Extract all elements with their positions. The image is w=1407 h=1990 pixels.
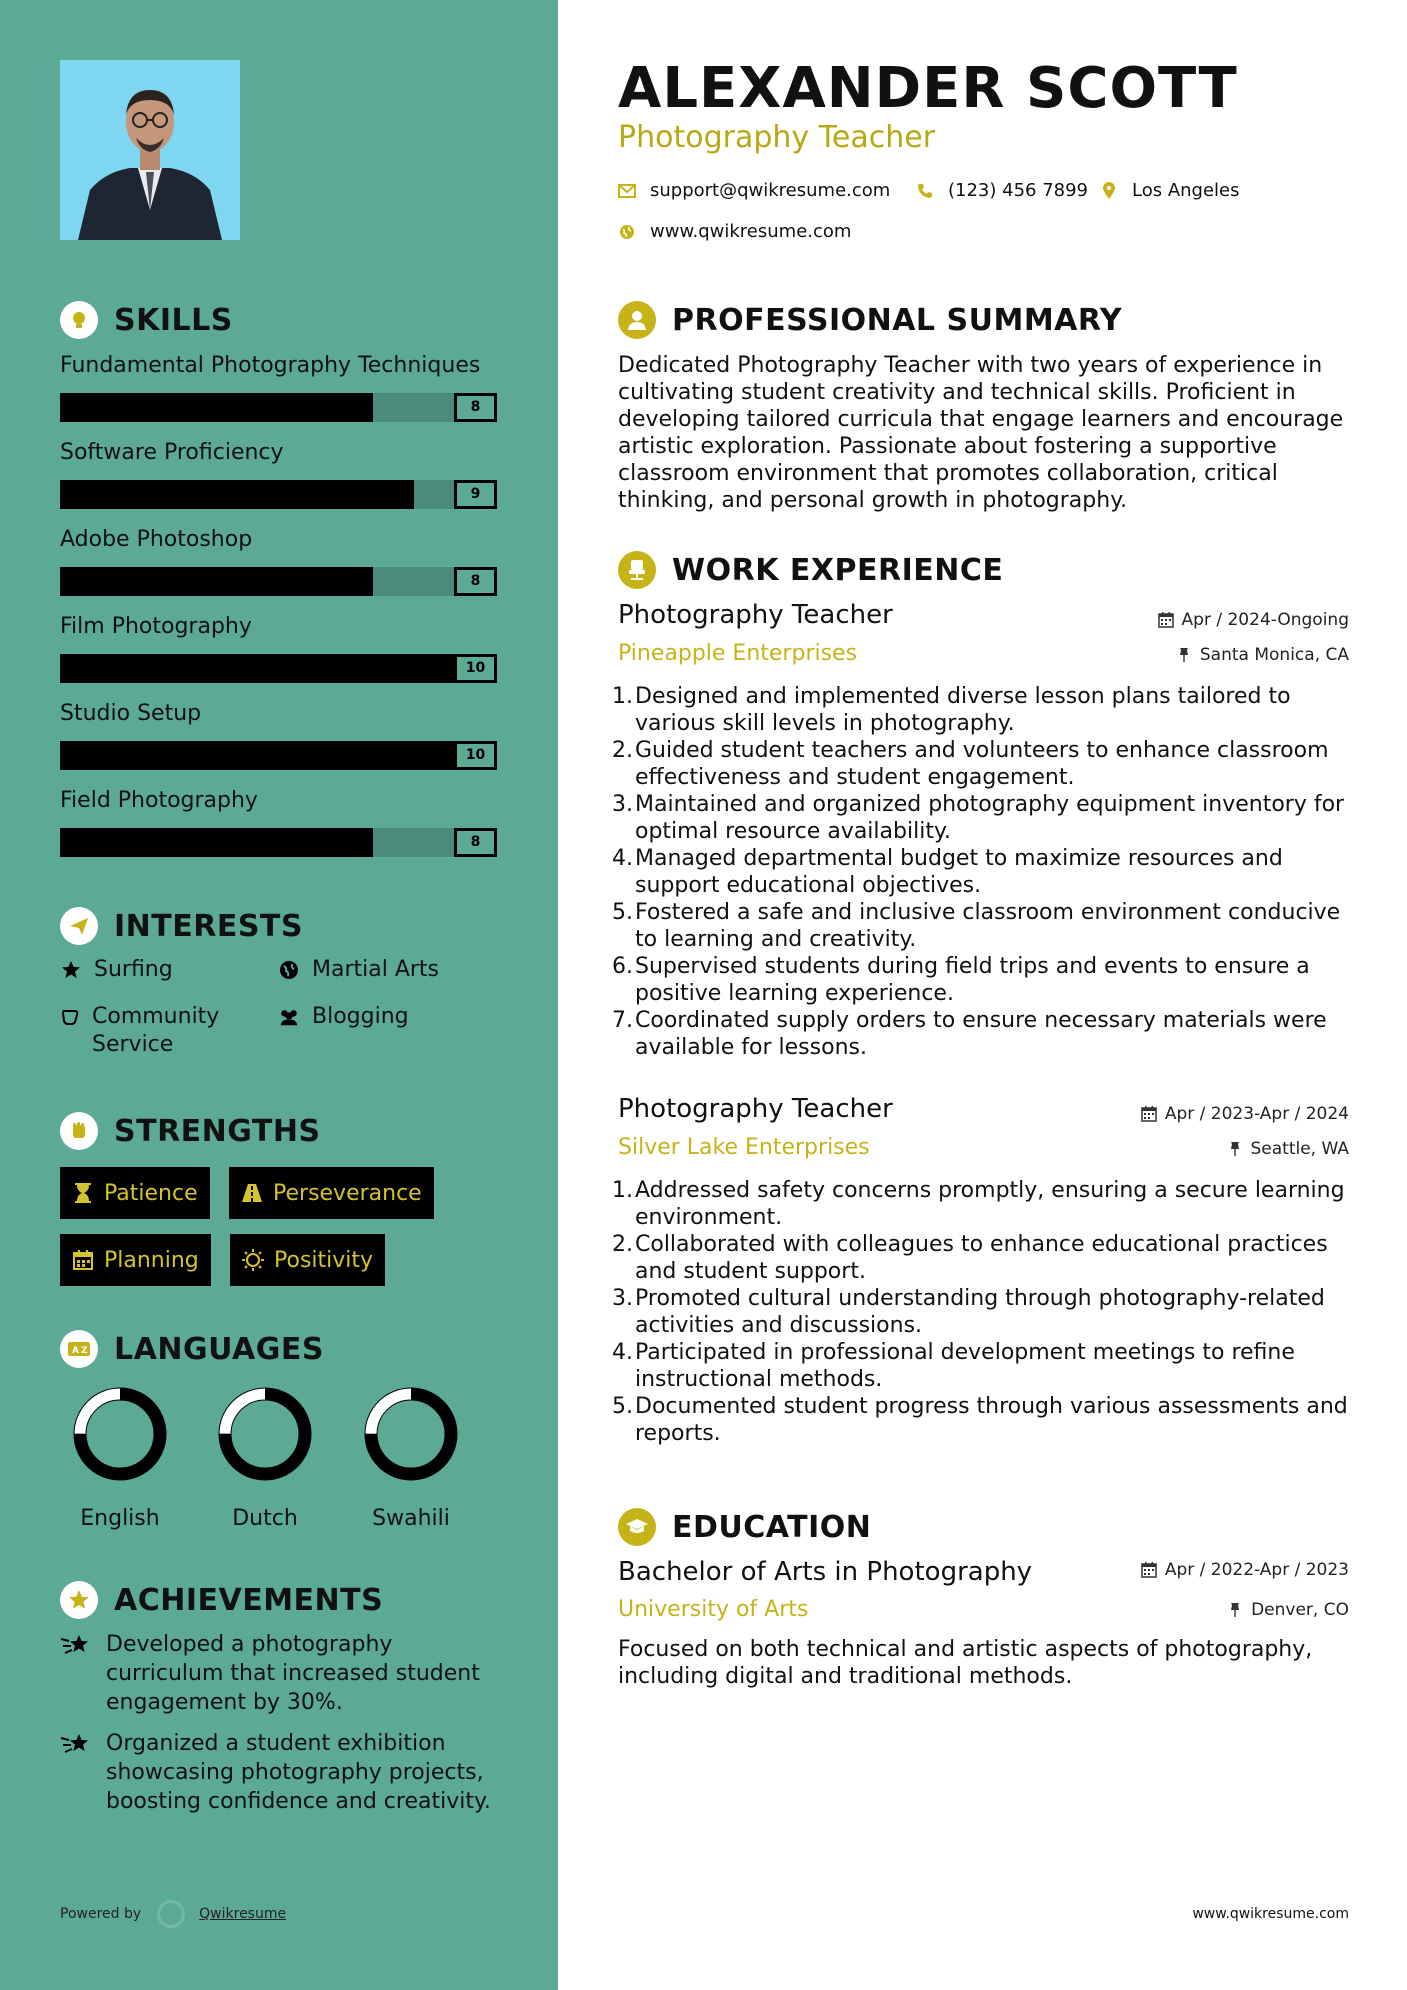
achievements-heading — [60, 1581, 383, 1619]
education-title: EDUCATION — [672, 1509, 872, 1545]
skill-item — [60, 525, 497, 596]
job-location — [1227, 1139, 1350, 1159]
job-dates-text: Apr / 2023-Apr / 2024 — [1164, 1104, 1349, 1124]
skill-item — [60, 612, 497, 683]
skill-name: Field Photography — [60, 788, 258, 813]
profile-photo — [60, 60, 240, 240]
job-location — [1176, 645, 1349, 665]
achievement-text: Organized a student exhibition showcasing photography projects, boosting confidence and creativity. — [106, 1731, 491, 1814]
chair-icon — [618, 551, 656, 589]
summary-heading — [618, 301, 1122, 339]
languages-title: LANGUAGES — [114, 1331, 324, 1367]
list-item: 1. Addressed safety concerns promptly, ensuring a secure learning environment. — [612, 1178, 1345, 1230]
list-item: 2. Collaborated with colleagues to enhance educational practices and student support. — [612, 1232, 1328, 1284]
skill-bar — [60, 480, 497, 509]
language-label: Swahili — [372, 1506, 450, 1531]
calendar-icon — [72, 1249, 94, 1271]
email-text: support@qwikresume.com — [650, 180, 891, 201]
list-item: 3. Promoted cultural understanding through photography-related activities and discussions. — [612, 1286, 1325, 1338]
school-name: University of Arts — [618, 1597, 809, 1622]
globe-icon — [618, 223, 636, 241]
achievements-title: ACHIEVEMENTS — [114, 1582, 384, 1618]
strength-label: Patience — [104, 1180, 198, 1206]
strength-label: Perseverance — [273, 1180, 422, 1206]
language-label: Dutch — [232, 1506, 298, 1531]
qwikresume-logo-icon — [157, 1900, 185, 1928]
job-title: Photography Teacher — [618, 1094, 893, 1124]
contact-location — [1100, 180, 1240, 201]
skill-item — [60, 351, 497, 422]
language-ring — [361, 1384, 461, 1484]
hand-icon — [60, 1003, 80, 1031]
website-text: www.qwikresume.com — [650, 221, 852, 242]
pushpin-icon — [1176, 647, 1192, 663]
list-item: 1. Designed and implemented diverse lesson plans tailored to various skill levels in photography. — [612, 684, 1291, 736]
list-item: 4. Managed departmental budget to maximize resources and support educational objectives. — [612, 846, 1283, 898]
phone-icon — [916, 182, 934, 200]
pushpin-icon — [1227, 1602, 1243, 1618]
language-item — [60, 1384, 180, 1531]
language-item — [351, 1384, 471, 1531]
skill-bar — [60, 741, 497, 770]
list-item: 7. Coordinated supply orders to ensure necessary materials were available for lessons. — [612, 1008, 1327, 1060]
job-dates — [1158, 610, 1349, 630]
skill-name: Film Photography — [60, 614, 252, 639]
education-location-text: Denver, CO — [1251, 1600, 1349, 1620]
job-company: Pineapple Enterprises — [618, 641, 858, 666]
achievement-item — [60, 1729, 510, 1816]
skill-score: 9 — [454, 480, 497, 509]
list-item: 6. Supervised students during field trips and events to ensure a positive learning experience. — [612, 954, 1310, 1006]
interest-item — [60, 956, 173, 984]
skill-score: 10 — [454, 654, 497, 683]
list-item: 3. Maintained and organized photography equipment inventory for optimal resource availability. — [612, 792, 1345, 844]
interest-item — [60, 1003, 260, 1059]
strength-badge — [230, 1234, 385, 1286]
interest-label: Surfing — [94, 957, 173, 982]
skill-item — [60, 786, 497, 857]
skill-bar — [60, 654, 497, 683]
experience-heading — [618, 551, 1003, 589]
education-location — [1227, 1600, 1349, 1620]
svg-text:A: A — [72, 1346, 79, 1356]
users-icon — [278, 1003, 300, 1031]
skill-score: 8 — [454, 828, 497, 857]
user-icon — [618, 301, 656, 339]
language-item — [205, 1384, 325, 1531]
interest-label: Blogging — [312, 1004, 409, 1029]
education-heading — [618, 1508, 871, 1546]
strengths-heading — [60, 1112, 321, 1150]
skill-score: 10 — [454, 741, 497, 770]
skills-title: SKILLS — [114, 302, 233, 338]
trophy-star-icon — [60, 1581, 98, 1619]
skill-name: Software Proficiency — [60, 440, 284, 465]
interest-label: Martial Arts — [312, 957, 440, 982]
job-location-text: Santa Monica, CA — [1199, 645, 1349, 665]
list-item: 2. Guided student teachers and volunteers to enhance classroom effectiveness and student engagement. — [612, 738, 1329, 790]
job-location-text: Seattle, WA — [1250, 1139, 1349, 1159]
location-text: Los Angeles — [1132, 180, 1240, 201]
qwikresume-link[interactable]: Qwikresume — [199, 1906, 287, 1922]
skill-score: 8 — [454, 567, 497, 596]
list-item: 4. Participated in professional development meetings to refine instructional methods. — [612, 1340, 1295, 1392]
candidate-name: ALEXANDER SCOTT — [618, 56, 1238, 121]
contact-email[interactable] — [618, 180, 890, 201]
powered-by-label: Powered by — [60, 1906, 142, 1922]
sidebar — [0, 0, 558, 1990]
strength-badge — [229, 1167, 434, 1219]
interests-heading — [60, 907, 303, 945]
skill-bar — [60, 567, 497, 596]
interest-label: Community Service — [92, 1004, 220, 1057]
map-pin-icon — [1100, 182, 1118, 200]
skill-score: 8 — [454, 393, 497, 422]
language-ring — [70, 1384, 170, 1484]
interests-title: INTERESTS — [114, 908, 303, 944]
experience-title: WORK EXPERIENCE — [672, 552, 1004, 588]
education-description: Focused on both technical and artistic aspects of photography, including digital and traditional methods. — [618, 1637, 1313, 1689]
paper-plane-icon — [60, 907, 98, 945]
lightbulb-icon — [60, 301, 98, 339]
job-company: Silver Lake Enterprises — [618, 1135, 870, 1160]
education-dates-text: Apr / 2022-Apr / 2023 — [1164, 1560, 1349, 1580]
summary-text: Dedicated Photography Teacher with two years of experience in cultivating student creativity and technical skills. Proficient in developing tailored curricula that engage learners and encourage artistic exploration. Passionate about fostering a supportive classroom environment that promotes collaboration, critical thinking, and personal growth in photography. — [618, 353, 1344, 513]
powered-by — [60, 1900, 286, 1928]
education-dates — [1141, 1560, 1349, 1580]
language-icon — [60, 1330, 98, 1368]
strength-badge — [60, 1167, 210, 1219]
list-item: 5. Fostered a safe and inclusive classroom environment conducive to learning and creativity. — [612, 900, 1341, 952]
calendar-icon — [1158, 612, 1174, 628]
achievement-text: Developed a photography curriculum that increased student engagement by 30%. — [106, 1632, 480, 1715]
shooting-star-icon — [60, 1729, 92, 1759]
skill-name: Studio Setup — [60, 701, 202, 726]
shooting-star-icon — [60, 1630, 92, 1660]
strength-label: Positivity — [274, 1247, 374, 1273]
skills-heading — [60, 301, 233, 339]
job-bullets — [612, 1177, 1357, 1447]
contact-phone[interactable] — [916, 180, 1088, 201]
fist-icon — [60, 1112, 98, 1150]
graduation-cap-icon — [618, 1508, 656, 1546]
language-ring — [215, 1384, 315, 1484]
skill-name: Fundamental Photography Techniques — [60, 353, 481, 378]
interest-item — [278, 956, 439, 984]
strength-badge — [60, 1234, 211, 1286]
job-dates — [1141, 1104, 1349, 1124]
candidate-role: Photography Teacher — [618, 120, 936, 155]
calendar-icon — [1141, 1562, 1157, 1578]
phone-text: (123) 456 7899 — [948, 180, 1089, 201]
language-label: English — [80, 1506, 160, 1531]
star-icon — [60, 956, 82, 984]
contact-website[interactable] — [618, 221, 851, 242]
list-item: 5. Documented student progress through various assessments and reports. — [612, 1394, 1348, 1446]
pushpin-icon — [1227, 1141, 1243, 1157]
interest-item — [278, 1003, 409, 1031]
summary-title: PROFESSIONAL SUMMARY — [672, 302, 1123, 338]
svg-text:Z: Z — [81, 1346, 88, 1356]
languages-heading — [60, 1330, 324, 1368]
skill-item — [60, 699, 497, 770]
degree-title: Bachelor of Arts in Photography — [618, 1557, 1033, 1587]
footer-website[interactable]: www.qwikresume.com — [1192, 1906, 1349, 1922]
globe-icon — [278, 956, 300, 984]
envelope-icon — [618, 182, 636, 200]
skill-bar — [60, 828, 497, 857]
job-bullets — [612, 683, 1357, 1061]
strengths-title: STRENGTHS — [114, 1113, 321, 1149]
hourglass-icon — [72, 1182, 94, 1204]
achievement-item — [60, 1630, 510, 1717]
calendar-icon — [1141, 1106, 1157, 1122]
skill-bar — [60, 393, 497, 422]
strength-label: Planning — [104, 1247, 199, 1273]
road-icon — [241, 1182, 263, 1204]
job-title: Photography Teacher — [618, 600, 893, 630]
skill-name: Adobe Photoshop — [60, 527, 253, 552]
sun-icon — [242, 1249, 264, 1271]
skill-item — [60, 438, 497, 509]
job-dates-text: Apr / 2024-Ongoing — [1181, 610, 1349, 630]
